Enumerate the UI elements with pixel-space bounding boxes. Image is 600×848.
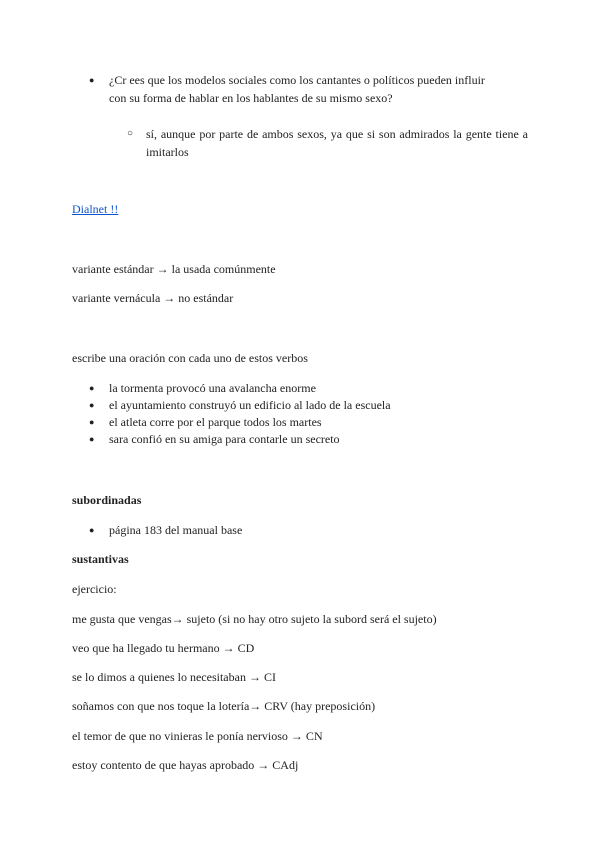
dialnet-link[interactable]: Dialnet !! [72, 202, 119, 216]
example-line: me gusta que vengas→ sujeto (si no hay otro sujeto la subord será el sujeto) [72, 612, 437, 626]
example-line: estoy contento de que hayas aprobado → CAdj [72, 758, 299, 772]
list-item: la tormenta provocó una avalancha enorme [109, 381, 316, 395]
bullet-icon: ● [89, 75, 95, 85]
bullet-icon: ● [89, 434, 95, 444]
exercise-label: ejercicio: [72, 582, 117, 596]
list-item: sara confió en su amiga para contarle un secreto [109, 432, 340, 446]
list-item: el ayuntamiento construyó un edificio al lado de la escuela [109, 398, 391, 412]
example-line: el temor de que no vinieras le ponía nervioso → CN [72, 729, 323, 743]
circle-bullet-icon: ○ [127, 128, 134, 139]
bullet-icon: ● [89, 417, 95, 427]
exercise-heading: escribe una oración con cada uno de estos verbos [72, 351, 308, 365]
question-line-2: con su forma de hablar en los hablantes de su mismo sexo? [109, 91, 393, 105]
list-item: el atleta corre por el parque todos los martes [109, 415, 322, 429]
example-line: veo que ha llegado tu hermano → CD [72, 641, 255, 655]
bullet-icon: ● [89, 400, 95, 410]
list-item: página 183 del manual base [109, 523, 243, 537]
question-line-1: ¿Cr ees que los modelos sociales como los cantantes o políticos pueden influir [109, 73, 485, 87]
subordinadas-heading: subordinadas [72, 493, 142, 507]
example-line: soñamos con que nos toque la lotería→ CRV (hay preposición) [72, 699, 376, 713]
example-line: se lo dimos a quienes lo necesitaban → CI [72, 670, 276, 684]
answer-text: sí, aunque por parte de ambos sexos, ya que si son admirados la gente tiene a imitarlos [146, 127, 528, 159]
sustantivas-heading: sustantivas [72, 552, 129, 566]
definition-vernacula: variante vernácula → no estándar [72, 291, 234, 305]
bullet-icon: ● [89, 525, 95, 535]
definition-estandar: variante estándar → la usada comúnmente [72, 262, 276, 276]
bullet-icon: ● [89, 383, 95, 393]
